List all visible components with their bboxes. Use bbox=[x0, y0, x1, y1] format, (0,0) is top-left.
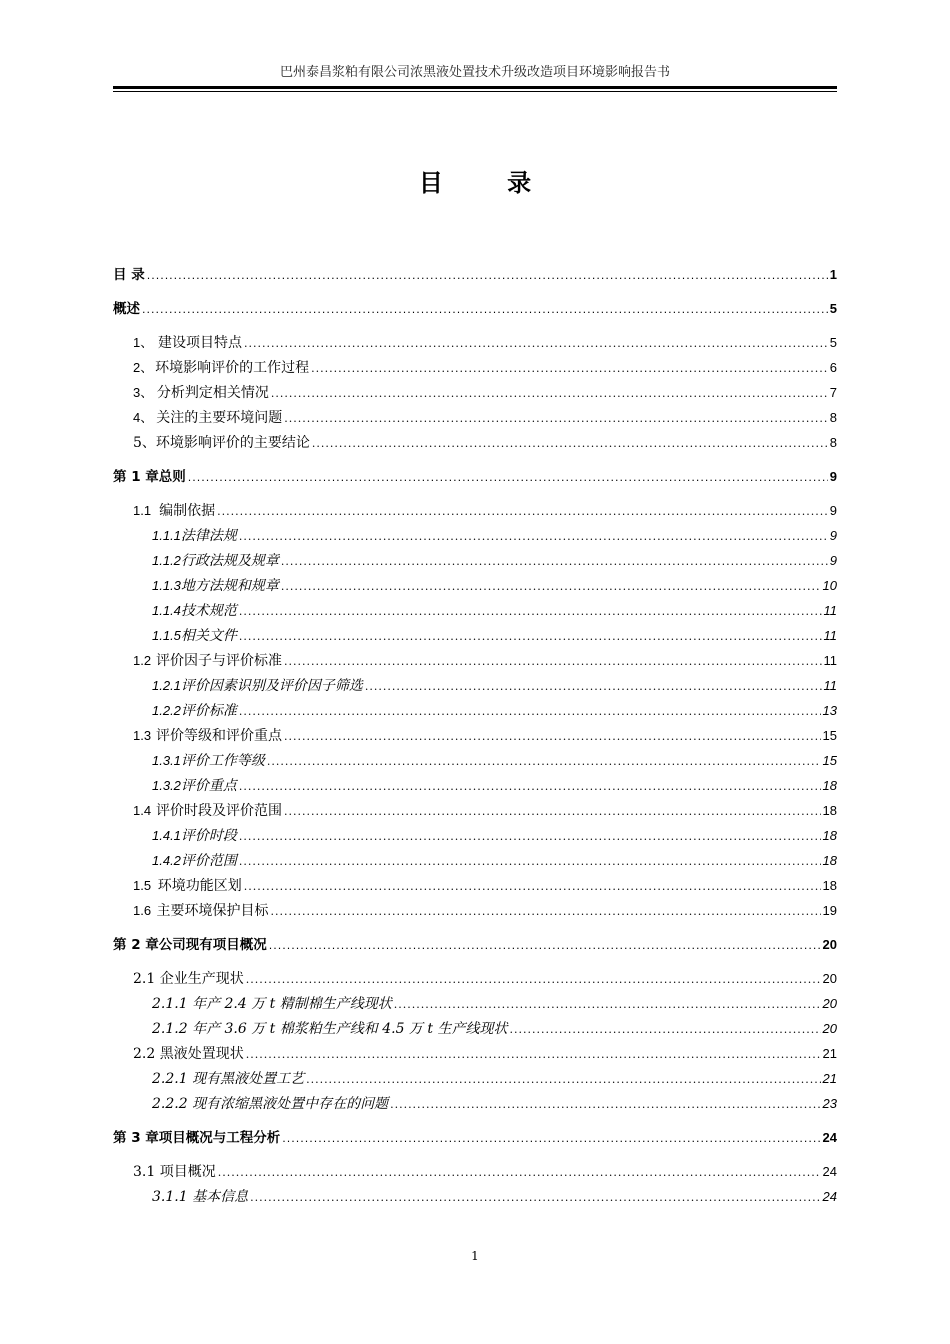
toc-entry-page: 20 bbox=[822, 937, 837, 952]
toc-entry[interactable] bbox=[113, 1159, 837, 1184]
toc-entry-label: 法律法规 bbox=[180, 528, 237, 544]
dot-leader bbox=[271, 381, 828, 406]
toc-entry-page: 9 bbox=[829, 528, 837, 543]
toc-entry[interactable] bbox=[113, 648, 837, 673]
header-rule-thin bbox=[113, 91, 837, 92]
dot-leader bbox=[365, 674, 822, 699]
toc-entry-label: 2.2 黑液处置现状 bbox=[133, 1046, 244, 1062]
dot-leader bbox=[284, 724, 821, 749]
dot-leader bbox=[239, 824, 821, 849]
dot-leader bbox=[390, 1092, 820, 1117]
toc-entry-page: 23 bbox=[822, 1096, 837, 1111]
toc-entry[interactable] bbox=[113, 748, 837, 773]
toc-entry[interactable] bbox=[113, 430, 837, 455]
toc-entry-page: 13 bbox=[822, 703, 837, 718]
toc-entry-number: 1.4.2 bbox=[152, 853, 181, 868]
page-title: 目 录 bbox=[418, 169, 560, 197]
toc-entry[interactable] bbox=[113, 380, 837, 405]
toc-entry-label: 环境功能区划 bbox=[157, 878, 242, 894]
toc-entry-label: 2.1.1 年产 2.4 万 t 精制棉生产线现状 bbox=[152, 996, 392, 1012]
toc-entry[interactable] bbox=[113, 573, 837, 598]
toc-entry-page: 20 bbox=[822, 971, 837, 986]
toc-entry-page: 1 bbox=[829, 267, 837, 282]
toc-entry-label: 建设项目特点 bbox=[158, 335, 242, 351]
dot-leader bbox=[312, 431, 828, 456]
toc-entry-label: 2.1.2 年产 3.6 万 t 棉浆粕生产线和 4.5 万 t 生产线现状 bbox=[152, 1021, 508, 1037]
toc-entry-label: 公司现有项目概况 bbox=[158, 937, 267, 953]
toc-entry-label: 主要环境保护目标 bbox=[156, 903, 269, 919]
toc-entry-label: 5、环境影响评价的主要结论 bbox=[133, 435, 310, 451]
dot-leader bbox=[394, 992, 821, 1017]
toc-entry-page: 24 bbox=[822, 1164, 837, 1179]
toc-entry-label: 评价范围 bbox=[180, 853, 237, 869]
toc-entry-label: 2.2.2 现有浓缩黑液处置中存在的问题 bbox=[152, 1096, 389, 1112]
toc-entry-label: 总则 bbox=[158, 469, 186, 485]
toc-entry[interactable] bbox=[113, 405, 837, 430]
dot-leader bbox=[239, 599, 822, 624]
toc-entry-page: 9 bbox=[829, 503, 837, 518]
toc-entry[interactable] bbox=[113, 991, 837, 1016]
toc-entry-label: 评价时段及评价范围 bbox=[155, 803, 282, 819]
dot-leader bbox=[239, 524, 828, 549]
toc-entry-number: 第 3 章 bbox=[113, 1130, 159, 1146]
toc-entry-page: 21 bbox=[822, 1071, 837, 1086]
toc-entry-label: 分析判定相关情况 bbox=[156, 385, 269, 401]
dot-leader bbox=[509, 1017, 820, 1042]
toc-entry-number: 1.2.1 bbox=[152, 678, 181, 693]
toc-entry[interactable] bbox=[113, 623, 837, 648]
toc-entry-page: 19 bbox=[822, 903, 837, 918]
toc-entry-label: 相关文件 bbox=[180, 628, 237, 644]
running-header: 巴州泰昌浆粕有限公司浓黑液处置技术升级改造项目环境影响报告书 bbox=[279, 65, 670, 80]
dot-leader bbox=[239, 624, 822, 649]
toc-entry[interactable] bbox=[113, 773, 837, 798]
dot-leader bbox=[239, 699, 821, 724]
toc-entry-page: 7 bbox=[829, 385, 837, 400]
toc-entry[interactable] bbox=[113, 498, 837, 523]
toc-entry[interactable] bbox=[113, 698, 837, 723]
toc-entry-page: 24 bbox=[822, 1130, 837, 1145]
toc-entry-number: 1.1 bbox=[133, 503, 152, 518]
toc-entry-label: 评价因素识别及评价因子筛选 bbox=[180, 678, 363, 694]
toc-entry-label: 技术规范 bbox=[180, 603, 237, 619]
dot-leader bbox=[284, 799, 821, 824]
toc-entry-page: 11 bbox=[823, 603, 837, 618]
toc-entry[interactable] bbox=[113, 848, 837, 873]
dot-leader bbox=[244, 331, 828, 356]
toc-entry-page: 11 bbox=[823, 678, 837, 693]
toc-entry[interactable] bbox=[113, 673, 837, 698]
toc-entry-page: 11 bbox=[823, 628, 837, 643]
toc-entry-number: 1.4.1 bbox=[152, 828, 181, 843]
toc-entry-page: 11 bbox=[823, 653, 837, 668]
toc-entry[interactable] bbox=[113, 598, 837, 623]
toc-entry-page: 20 bbox=[822, 996, 837, 1011]
toc-entry-page: 6 bbox=[829, 360, 837, 375]
toc-entry-page: 10 bbox=[822, 578, 837, 593]
dot-leader bbox=[281, 574, 821, 599]
toc-entry[interactable] bbox=[113, 798, 837, 823]
toc-entry-label: 目 录 bbox=[113, 267, 145, 283]
toc-entry-number: 1.6 bbox=[133, 903, 152, 918]
toc-entry-label: 概述 bbox=[113, 301, 140, 317]
toc-entry-number: 1.3 bbox=[133, 728, 152, 743]
toc-entry-label: 3.1 项目概况 bbox=[133, 1164, 216, 1180]
toc-entry[interactable] bbox=[113, 1184, 837, 1209]
dot-leader bbox=[267, 749, 821, 774]
toc-entry-label: 2.1 企业生产现状 bbox=[133, 971, 244, 987]
toc-entry-page: 24 bbox=[822, 1189, 837, 1204]
dot-leader bbox=[142, 297, 828, 322]
toc-entry[interactable] bbox=[113, 932, 837, 957]
toc-entry[interactable] bbox=[113, 1066, 837, 1091]
toc-entry-page: 9 bbox=[829, 469, 837, 484]
toc-entry-page: 15 bbox=[822, 728, 837, 743]
toc-entry-label: 评价工作等级 bbox=[180, 753, 265, 769]
toc-entry-label: 评价时段 bbox=[180, 828, 237, 844]
dot-leader bbox=[147, 263, 828, 288]
toc-entry-number: 1.1.5 bbox=[152, 628, 181, 643]
dot-leader bbox=[282, 1126, 820, 1151]
toc-entry[interactable] bbox=[113, 262, 837, 287]
toc-entry-number: 1.2 bbox=[133, 653, 152, 668]
toc-entry-page: 20 bbox=[822, 1021, 837, 1036]
toc-entry-label: 项目概况与工程分析 bbox=[158, 1130, 281, 1146]
table-of-contents bbox=[113, 262, 837, 1209]
toc-entry-page: 21 bbox=[822, 1046, 837, 1061]
dot-leader bbox=[250, 1185, 820, 1210]
toc-entry-label: 行政法规及规章 bbox=[180, 553, 279, 569]
toc-entry-number: 1.4 bbox=[133, 803, 152, 818]
toc-entry-number: 2、 bbox=[133, 360, 154, 375]
toc-entry-number: 1.1.2 bbox=[152, 553, 181, 568]
toc-entry-label: 评价等级和评价重点 bbox=[155, 728, 282, 744]
toc-entry-number: 1.1.1 bbox=[152, 528, 181, 543]
dot-leader bbox=[284, 406, 827, 431]
dot-leader bbox=[218, 1160, 821, 1185]
toc-entry-page: 15 bbox=[822, 753, 837, 768]
toc-entry-page: 18 bbox=[822, 778, 837, 793]
toc-entry[interactable] bbox=[113, 966, 837, 991]
dot-leader bbox=[239, 774, 821, 799]
toc-entry[interactable] bbox=[113, 1091, 837, 1116]
toc-entry-number: 4、 bbox=[133, 410, 154, 425]
toc-entry-label: 评价标准 bbox=[180, 703, 237, 719]
header-rule-thick bbox=[113, 86, 837, 89]
dot-leader bbox=[188, 465, 828, 490]
toc-entry[interactable] bbox=[113, 823, 837, 848]
toc-entry[interactable] bbox=[113, 548, 837, 573]
toc-entry-page: 5 bbox=[829, 335, 837, 350]
dot-leader bbox=[217, 499, 828, 524]
toc-entry-number: 1、 bbox=[133, 335, 154, 350]
toc-entry-number: 1.2.2 bbox=[152, 703, 181, 718]
toc-entry-number: 1.1.3 bbox=[152, 578, 181, 593]
toc-entry[interactable] bbox=[113, 1016, 837, 1041]
toc-entry-label: 3.1.1 基本信息 bbox=[152, 1189, 249, 1205]
toc-entry-number: 1.3.2 bbox=[152, 778, 181, 793]
toc-entry[interactable] bbox=[113, 355, 837, 380]
toc-entry[interactable] bbox=[113, 873, 837, 898]
dot-leader bbox=[239, 849, 821, 874]
dot-leader bbox=[244, 874, 821, 899]
page-number: 1 bbox=[471, 1249, 479, 1263]
toc-entry-page: 18 bbox=[822, 803, 837, 818]
toc-entry-label: 2.2.1 现有黑液处置工艺 bbox=[152, 1071, 305, 1087]
toc-entry-page: 8 bbox=[829, 435, 837, 450]
toc-entry-page: 18 bbox=[822, 878, 837, 893]
toc-entry-label: 评价因子与评价标准 bbox=[156, 653, 283, 669]
toc-entry[interactable] bbox=[113, 1041, 837, 1066]
toc-entry-number: 1.5 bbox=[133, 878, 152, 893]
toc-entry[interactable] bbox=[113, 523, 837, 548]
toc-entry-number: 3、 bbox=[133, 385, 154, 400]
dot-leader bbox=[306, 1067, 820, 1092]
toc-entry-number: 1.1.4 bbox=[152, 603, 181, 618]
dot-leader bbox=[271, 899, 821, 924]
toc-entry-number: 第 2 章 bbox=[113, 937, 159, 953]
toc-entry-page: 8 bbox=[829, 410, 837, 425]
toc-entry-label: 地方法规和规章 bbox=[180, 578, 279, 594]
toc-entry[interactable] bbox=[113, 898, 837, 923]
toc-entry-label: 关注的主要环境问题 bbox=[156, 410, 283, 426]
dot-leader bbox=[281, 549, 828, 574]
toc-entry[interactable] bbox=[113, 330, 837, 355]
toc-entry-number: 1.3.1 bbox=[152, 753, 181, 768]
toc-entry[interactable] bbox=[113, 464, 837, 489]
dot-leader bbox=[246, 1042, 821, 1067]
dot-leader bbox=[284, 649, 821, 674]
dot-leader bbox=[269, 933, 821, 958]
toc-entry-number: 第 1 章 bbox=[113, 469, 159, 485]
dot-leader bbox=[311, 356, 828, 381]
toc-entry-label: 编制依据 bbox=[159, 503, 216, 519]
toc-entry[interactable] bbox=[113, 296, 837, 321]
dot-leader bbox=[246, 967, 821, 992]
toc-entry-page: 9 bbox=[829, 553, 837, 568]
toc-entry-label: 环境影响评价的工作过程 bbox=[155, 360, 310, 376]
toc-entry-page: 5 bbox=[829, 301, 837, 316]
toc-entry[interactable] bbox=[113, 723, 837, 748]
toc-entry-label: 评价重点 bbox=[180, 778, 237, 794]
toc-entry-page: 18 bbox=[822, 828, 837, 843]
toc-entry-page: 18 bbox=[822, 853, 837, 868]
toc-entry[interactable] bbox=[113, 1125, 837, 1150]
